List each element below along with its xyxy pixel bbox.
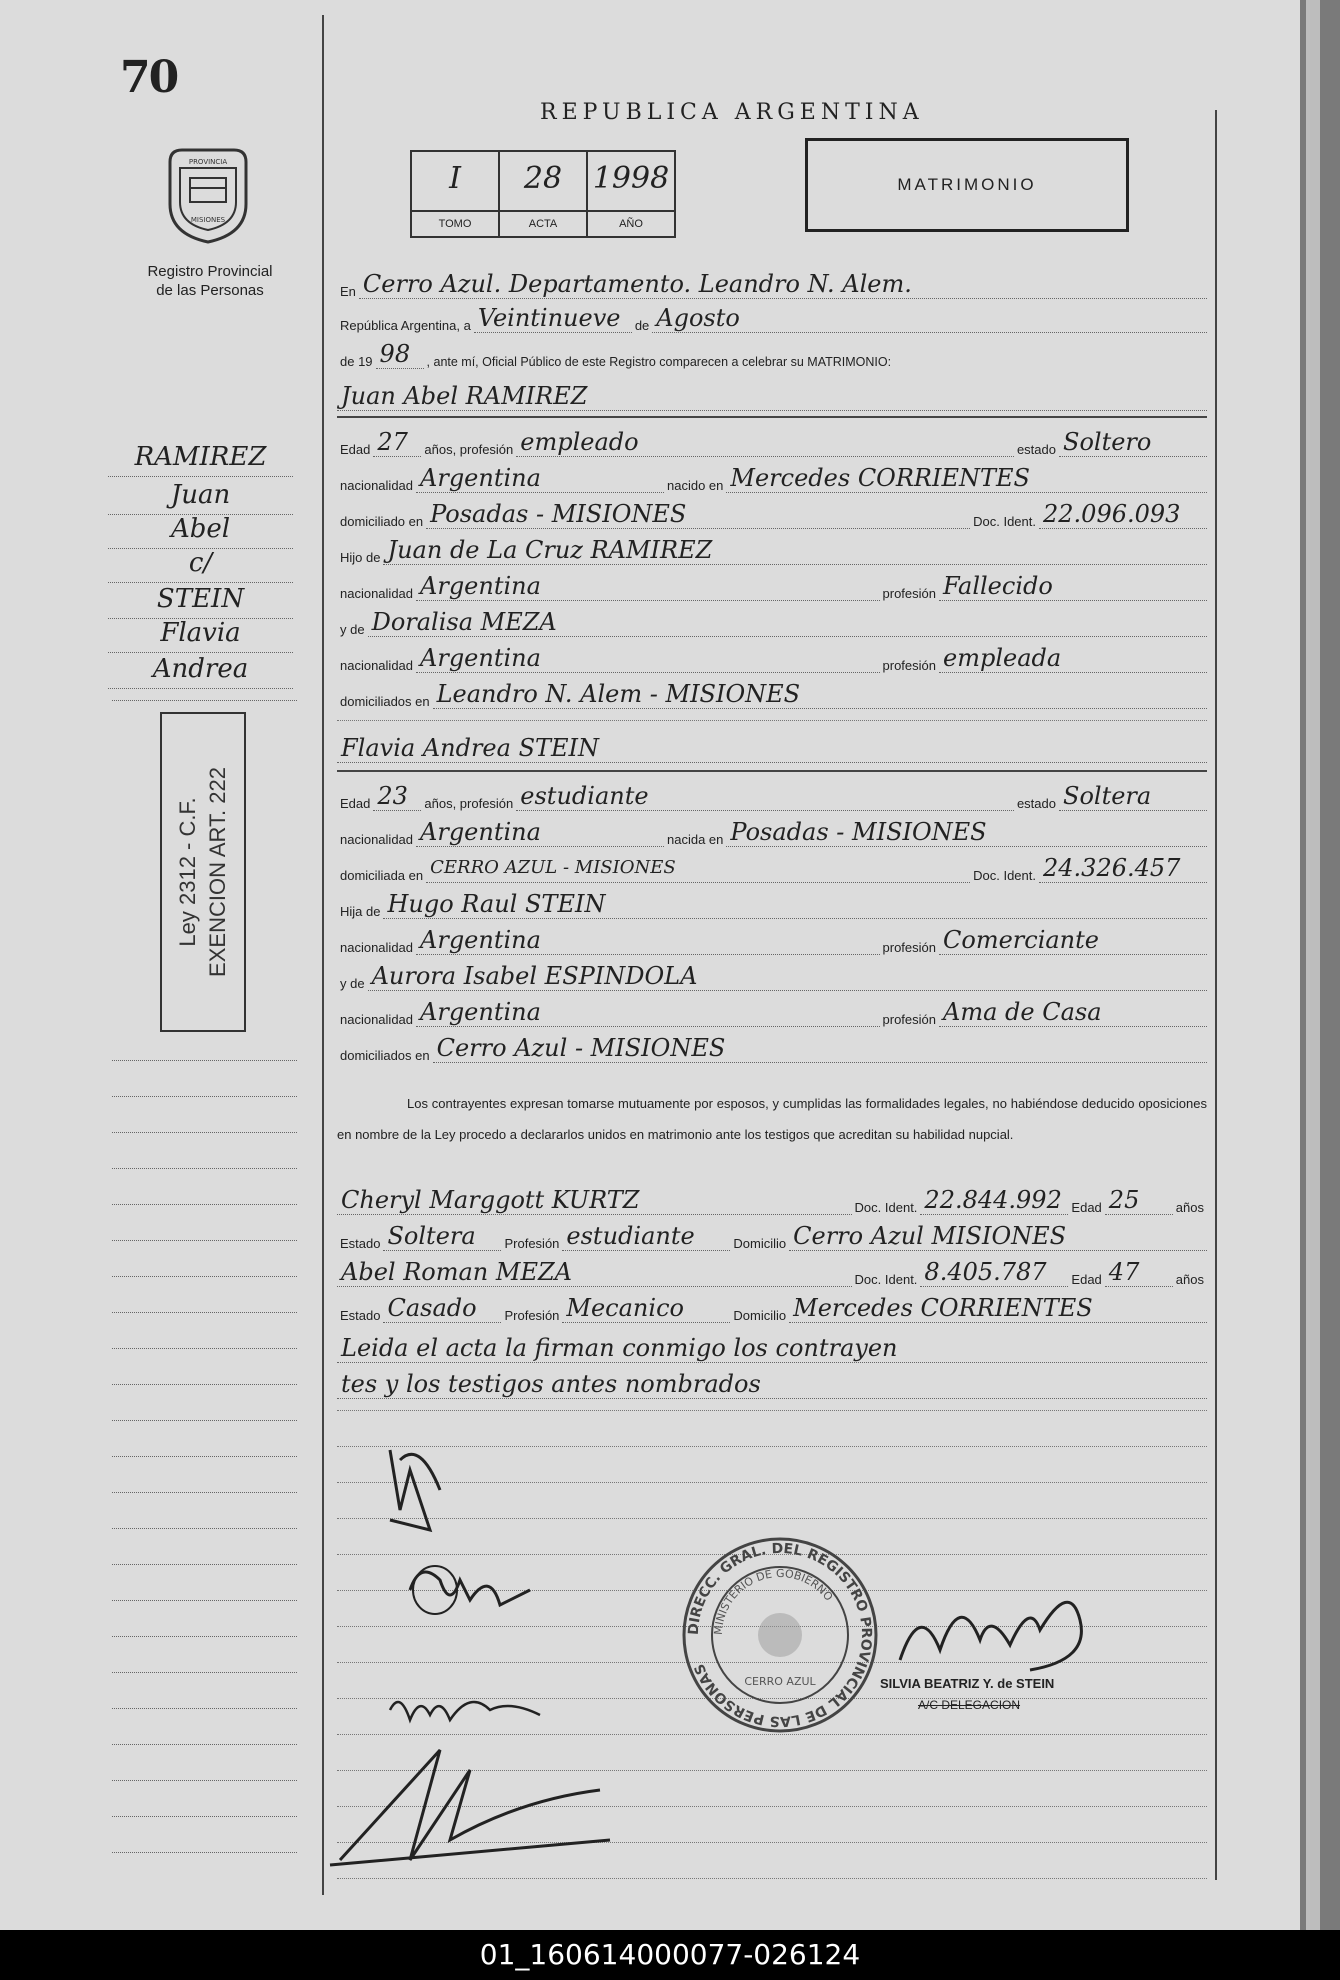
declaration-paragraph: Los contrayentes expresan tomarse mutuamente por esposos, y cumplidas las formalidades legales, no habiéndose deducido oposiciones en nombre de la Ley procedo a declararlos unidos en matrimonio ante los testigos que acreditan su habilidad nupcial. (337, 1096, 1207, 1142)
record-acta-value: 28 (523, 161, 563, 196)
margin-ruled-line (112, 1852, 297, 1853)
bride-profession: estudiante (516, 782, 1014, 811)
witness2-domicile: Mercedes CORRIENTES (789, 1294, 1207, 1323)
bride-doc: 24.326.457 (1039, 854, 1207, 883)
bride-age-row (337, 782, 1207, 811)
groom-born-label: nacido en (667, 478, 724, 493)
groom-mother-prof-label: profesión (882, 658, 936, 673)
bride-profession-label: años, profesión (424, 796, 514, 811)
margin-ruled-line (112, 1672, 297, 1673)
witness1-years-label: años (1175, 1200, 1204, 1215)
groom-nationality: Argentina (416, 464, 664, 493)
groom-nat-row (337, 464, 1207, 493)
margin-rule-left (322, 15, 324, 1895)
margin-ruled-line (112, 1132, 297, 1133)
groom-status: Soltero (1059, 428, 1207, 457)
margin-name-6: Flavia (108, 614, 293, 653)
registry-label (110, 262, 310, 300)
groom-father-row (337, 536, 1207, 565)
intro-place-row (337, 270, 1207, 299)
groom-mother: Doralisa MEZA (368, 608, 1207, 637)
groom-parents-dom-label: domiciliados en (340, 694, 430, 709)
signature-witness2-icon (320, 1730, 620, 1880)
bride-dom-label: domiciliada en (340, 868, 424, 883)
bride-father-row (337, 890, 1207, 919)
seal-outer-text: DIRECC. GRAL. DEL REGISTRO PROVINCIAL DE LAS PERSONAS (685, 1540, 875, 1730)
bride-full-name: Flavia Andrea STEIN (337, 734, 1207, 763)
registry-logo-icon (160, 142, 256, 246)
record-box (410, 150, 676, 238)
groom-dom-row (337, 500, 1207, 529)
witness1-name: Cheryl Marggott KURTZ (337, 1186, 852, 1215)
record-ano-value: 1998 (592, 161, 670, 196)
groom-father: Juan de La Cruz RAMIREZ (383, 536, 1207, 565)
margin-name-2: Juan (108, 476, 293, 515)
bride-domicile: CERRO AZUL - MISIONES (426, 854, 970, 883)
record-ano-label: AÑO (588, 210, 674, 236)
exemption-stamp (160, 712, 246, 1032)
bride-father-nationality: Argentina (416, 926, 880, 955)
margin-ruled-line (112, 1312, 297, 1313)
witness2-age: 47 (1105, 1258, 1173, 1287)
groom-separator (337, 416, 1207, 418)
seal-city-text: CERRO AZUL (744, 1675, 816, 1688)
official-role: A/C DELEGACION (918, 1698, 1021, 1712)
groom-name-row (337, 382, 1207, 411)
registry-logo-bottom-text: MISIONES (190, 216, 226, 224)
groom-age-label: Edad (340, 442, 371, 457)
margin-name-3: Abel (108, 510, 293, 549)
witness1-dom-label: Domicilio (733, 1236, 787, 1251)
margin-ruled-line (112, 1384, 297, 1385)
margin-ruled-line (112, 1600, 297, 1601)
margin-ruled-line (112, 700, 297, 701)
groom-mother-nat-label: nacionalidad (340, 658, 414, 673)
witness2-name: Abel Roman MEZA (337, 1258, 852, 1287)
groom-mother-nat-row (337, 644, 1207, 673)
record-tomo-value: I (449, 161, 461, 196)
record-cell-tomo (412, 152, 500, 236)
witness1-doc-label: Doc. Ident. (854, 1200, 918, 1215)
witness2-doc-label: Doc. Ident. (854, 1272, 918, 1287)
bride-mother: Aurora Isabel ESPINDOLA (368, 962, 1207, 991)
witness1-doc: 22.844.992 (920, 1186, 1068, 1215)
bride-father-profession: Comerciante (939, 926, 1207, 955)
witness2-age-label: Edad (1071, 1272, 1102, 1287)
bride-nat-row (337, 818, 1207, 847)
margin-ruled-line (112, 1492, 297, 1493)
margin-ruled-line (112, 1348, 297, 1349)
registry-line1: Registro Provincial (147, 263, 273, 280)
official-seal-icon (680, 1535, 880, 1735)
witness2-row (337, 1258, 1207, 1287)
witness1-domicile: Cerro Azul MISIONES (789, 1222, 1207, 1251)
bride-doc-label: Doc. Ident. (973, 868, 1036, 883)
registry-line2: de las Personas (156, 282, 264, 299)
closing-line1-row (337, 1334, 1207, 1363)
groom-mother-label: y de (340, 622, 365, 637)
intro-place: Cerro Azul. Departamento. Leandro N. Alem. (359, 270, 1207, 299)
groom-age: 27 (373, 428, 421, 457)
bride-mother-nat-label: nacionalidad (340, 1012, 414, 1027)
closing-line1: Leida el acta la firman conmigo los contrayen (337, 1334, 1207, 1363)
bride-status-label: estado (1016, 796, 1056, 811)
registry-logo-top-text: PROVINCIA (188, 158, 228, 166)
margin-name-5: STEIN (108, 580, 293, 619)
ruled-line (337, 1410, 1207, 1411)
groom-father-label: Hijo de (340, 550, 381, 565)
margin-rule-right (1215, 110, 1217, 1880)
intro-year-row (337, 340, 1207, 369)
witness1-profession: estudiante (562, 1222, 730, 1251)
groom-profession: empleado (516, 428, 1014, 457)
groom-father-nat-label: nacionalidad (340, 586, 414, 601)
intro-year-label: de 19 (340, 354, 373, 369)
groom-age-row (337, 428, 1207, 457)
witness2-status-label: Estado (340, 1308, 381, 1323)
margin-ruled-line (112, 1168, 297, 1169)
country-title: REPUBLICA ARGENTINA (540, 100, 924, 125)
margin-name-7: Andrea (108, 650, 293, 689)
groom-father-nat-row (337, 572, 1207, 601)
signature-official-icon (880, 1570, 1100, 1680)
bride-dom-row (337, 854, 1207, 883)
witness2-status: Casado (383, 1294, 501, 1323)
groom-father-profession: Fallecido (939, 572, 1207, 601)
witness1-row (337, 1186, 1207, 1215)
margin-ruled-line (112, 1744, 297, 1745)
groom-nat-label: nacionalidad (340, 478, 414, 493)
groom-father-nationality: Argentina (416, 572, 880, 601)
groom-father-prof-label: profesión (882, 586, 936, 601)
intro-rep-label: República Argentina, a (340, 318, 471, 333)
groom-dom-label: domiciliado en (340, 514, 424, 529)
margin-ruled-line (112, 1636, 297, 1637)
page-number: 70 (120, 52, 178, 103)
witness2-dom-label: Domicilio (733, 1308, 787, 1323)
bride-father-nat-label: nacionalidad (340, 940, 414, 955)
witness2-doc: 8.405.787 (920, 1258, 1068, 1287)
official-name: SILVIA BEATRIZ Y. de STEIN (880, 1676, 1055, 1691)
margin-name-1: RAMIREZ (108, 438, 293, 477)
witness1-status: Soltera (383, 1222, 501, 1251)
groom-mother-row (337, 608, 1207, 637)
margin-ruled-line (112, 1564, 297, 1565)
margin-ruled-line (112, 1528, 297, 1529)
bride-father-nat-row (337, 926, 1207, 955)
book-spine-edge (1306, 0, 1320, 1930)
intro-month: Agosto (652, 304, 1207, 333)
exemption-line2: EXENCION ART. 222 (205, 767, 230, 977)
record-tomo-label: TOMO (412, 210, 498, 236)
bride-nat-label: nacionalidad (340, 832, 414, 847)
witness1-age: 25 (1105, 1186, 1173, 1215)
bride-name-row (337, 734, 1207, 763)
witness1-age-label: Edad (1071, 1200, 1102, 1215)
signature-bride-icon (400, 1550, 540, 1630)
groom-birthplace: Mercedes CORRIENTES (726, 464, 1207, 493)
exemption-stamp-text (173, 767, 233, 977)
bride-parents-domicile: Cerro Azul - MISIONES (433, 1034, 1207, 1063)
groom-mother-profession: empleada (939, 644, 1207, 673)
bride-nationality: Argentina (416, 818, 664, 847)
bride-mother-nat-row (337, 998, 1207, 1027)
book-spine (1300, 0, 1340, 1930)
bride-status: Soltera (1059, 782, 1207, 811)
bride-father: Hugo Raul STEIN (383, 890, 1207, 919)
intro-day: Veintinueve (474, 304, 632, 333)
bride-father-prof-label: profesión (882, 940, 936, 955)
margin-ruled-line (112, 1708, 297, 1709)
groom-doc-label: Doc. Ident. (973, 514, 1036, 529)
margin-ruled-line (112, 1276, 297, 1277)
intro-en-label: En (340, 284, 356, 299)
bride-mother-nationality: Argentina (416, 998, 880, 1027)
bride-age-label: Edad (340, 796, 371, 811)
witness1-prof-label: Profesión (504, 1236, 560, 1251)
bride-mother-profession: Ama de Casa (939, 998, 1207, 1027)
witness2-profession: Mecanico (562, 1294, 730, 1323)
groom-mother-nationality: Argentina (416, 644, 880, 673)
bride-separator (337, 770, 1207, 772)
blank-line (337, 720, 1207, 721)
record-acta-label: ACTA (500, 210, 586, 236)
margin-ruled-line (112, 1240, 297, 1241)
bride-mother-label: y de (340, 976, 365, 991)
intro-ante-text: , ante mí, Oficial Público de este Registro comparecen a celebrar su MATRIMONIO: (426, 355, 892, 369)
groom-parents-dom-row (337, 680, 1207, 709)
margin-ruled-line (112, 1420, 297, 1421)
bride-mother-row (337, 962, 1207, 991)
witness2-prof-label: Profesión (504, 1308, 560, 1323)
groom-full-name: Juan Abel RAMIREZ (337, 382, 1207, 411)
margin-ruled-line (112, 1204, 297, 1205)
margin-name-4: c/ (108, 544, 293, 583)
margin-ruled-line (112, 1780, 297, 1781)
signature-groom-icon (370, 1430, 480, 1540)
seal-inner-text: MINISTERIO DE GOBIERNO (711, 1566, 836, 1636)
scan-id: 01_160614000077-026124 (0, 1930, 1340, 1980)
witness2-years-label: años (1175, 1272, 1204, 1287)
witness1-status-label: Estado (340, 1236, 381, 1251)
closing-line2: tes y los testigos antes nombrados (337, 1370, 1207, 1399)
closing-line2-row (337, 1370, 1207, 1399)
witness2-detail-row (337, 1294, 1207, 1323)
bride-parents-dom-label: domiciliados en (340, 1048, 430, 1063)
bride-born-label: nacida en (667, 832, 724, 847)
groom-domicile: Posadas - MISIONES (426, 500, 970, 529)
groom-status-label: estado (1016, 442, 1056, 457)
bride-birthplace: Posadas - MISIONES (726, 818, 1207, 847)
margin-ruled-line (112, 1060, 297, 1061)
bride-age: 23 (373, 782, 421, 811)
record-cell-acta (500, 152, 588, 236)
bride-mother-prof-label: profesión (882, 1012, 936, 1027)
groom-profession-label: años, profesión (424, 442, 514, 457)
intro-date-row (337, 304, 1207, 333)
groom-parents-domicile: Leandro N. Alem - MISIONES (433, 680, 1207, 709)
doc-type-box: MATRIMONIO (805, 138, 1129, 232)
margin-ruled-line (112, 1816, 297, 1817)
intro-year: 98 (376, 340, 424, 369)
witness1-detail-row (337, 1222, 1207, 1251)
exemption-line1: Ley 2312 - C.F. (175, 797, 200, 947)
intro-de-label: de (634, 318, 650, 333)
bride-parents-dom-row (337, 1034, 1207, 1063)
bride-father-label: Hija de (340, 904, 381, 919)
margin-ruled-line (112, 1456, 297, 1457)
margin-ruled-line (112, 1096, 297, 1097)
groom-doc: 22.096.093 (1039, 500, 1207, 529)
record-cell-ano (588, 152, 674, 236)
